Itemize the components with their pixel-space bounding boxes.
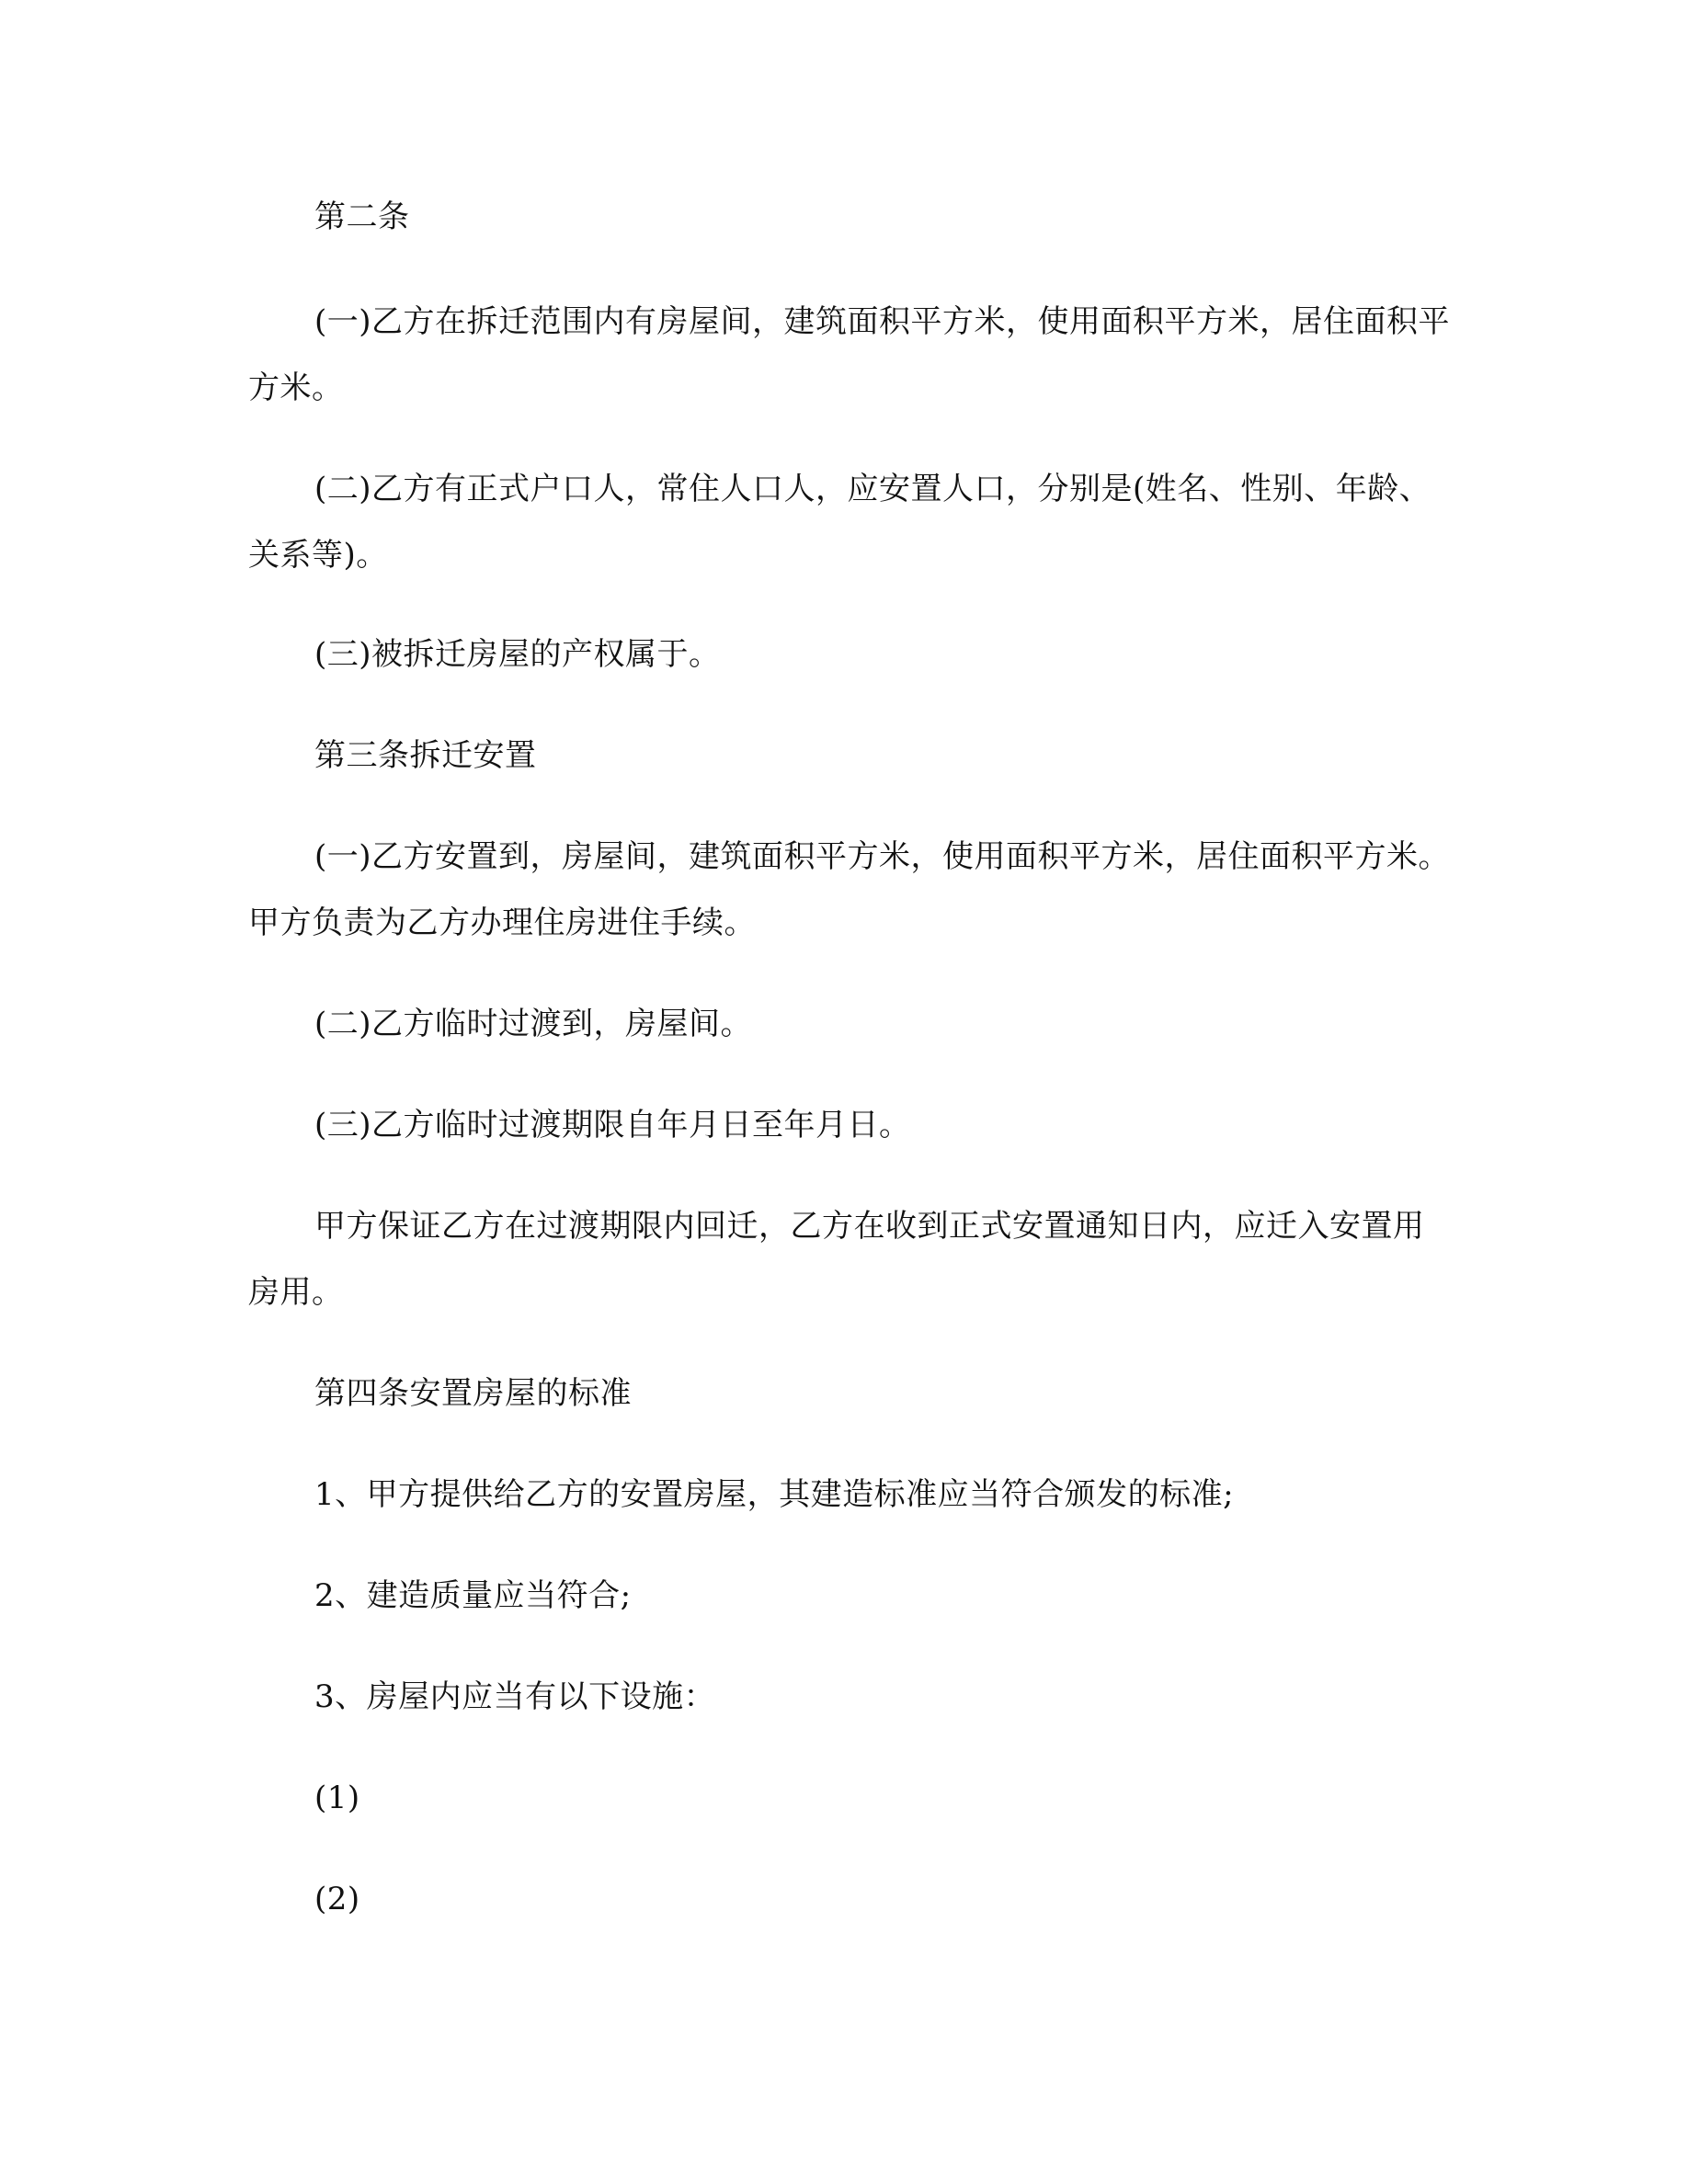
article-2-heading: 第二条 bbox=[314, 199, 410, 235]
article-4-item-3: 3、房屋内应当有以下设施： bbox=[314, 1678, 716, 1715]
article-3-guarantee: 甲方保证乙方在过渡期限内回迁，乙方在收到正式安置通知日内，应迁入安置用房用。 bbox=[248, 1208, 1425, 1311]
article-4-heading: 第四条安置房屋的标准 bbox=[314, 1375, 632, 1412]
article-2-clause-3: (三)被拆迁房屋的产权属于。 bbox=[314, 636, 721, 673]
article-3-heading: 第三条拆迁安置 bbox=[314, 737, 537, 774]
article-3-clause-3: (三)乙方临时过渡期限自年月日至年月日。 bbox=[314, 1107, 911, 1143]
article-4-item-2: 2、建造质量应当符合; bbox=[314, 1577, 632, 1614]
article-3-clause-2: (二)乙方临时过渡到，房屋间。 bbox=[314, 1006, 753, 1042]
facility-item-2: (2) bbox=[314, 1881, 360, 1917]
article-2-clause-2: (二)乙方有正式户口人，常住人口人，应安置人口，分别是(姓名、性别、年龄、关系等)。 bbox=[248, 471, 1431, 574]
article-2-clause-1: (一)乙方在拆迁范围内有房屋间，建筑面积平方米，使用面积平方米，居住面积平方米。 bbox=[248, 303, 1451, 406]
article-4-item-1: 1、甲方提供给乙方的安置房屋，其建造标准应当符合颁发的标准; bbox=[314, 1476, 1235, 1513]
article-3-clause-1: (一)乙方安置到，房屋间，建筑面积平方米，使用面积平方米，居住面积平方米。甲方负责为乙方办理住房进住手续。 bbox=[248, 838, 1451, 941]
facility-item-1: (1) bbox=[314, 1780, 360, 1816]
